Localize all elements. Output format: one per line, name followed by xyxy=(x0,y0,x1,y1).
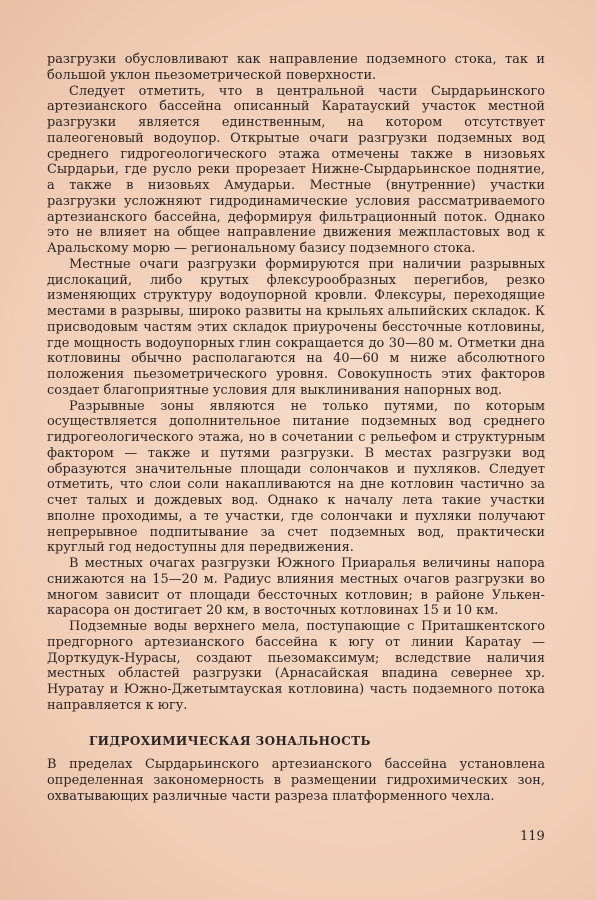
paragraph: Местные очаги разгрузки формируются при наличии разрывных дислокаций, либо крутых флексурообразных перегибов, резко изменяющих структуру водоупорной кровли. Флексуры, переходящие местами в разрывы, широко развиты на крыльях альпийских складок. К присводовым частям этих складок приурочены бессточные котловины, где мощность водоупорных глин сокращается до 30—80 м. Отметки дна котловины обычно располагаются на 40—60 м ниже абсолютного положения пьезометрического уровня. Совокупность этих факторов создает благоприятные условия для выклинивания напорных вод. xyxy=(47,256,545,398)
paragraph: В пределах Сырдарьинского артезианского бассейна установлена определенная закономерность в размещении гидрохимических зон, охватывающих различные части разреза платформенного чехла. xyxy=(47,757,545,804)
section-heading: ГИДРОХИМИЧЕСКАЯ ЗОНАЛЬНОСТЬ xyxy=(89,733,371,748)
page-number: 119 xyxy=(520,829,545,844)
paragraph: Разрывные зоны являются не только путями, по которым осуществляется дополнительное питание подземных вод среднего гидрогеологического этажа, но в сочетании с рельефом и структурным фактором — также и путями разгрузки. В местах разгрузки вод образуются значительные площади солончаков и пухляков. Следует отметить, что слои соли накапливаются на дне котловин частично за счет талых и дождевых вод. Однако к началу лета такие участки вполне проходимы, а те участки, где солончаки и пухляки получают непрерывное подпитывание за счет подземных вод, практически круглый год недоступны для передвижения. xyxy=(47,398,545,556)
paragraph: Следует отметить, что в центральной части Сырдарьинского артезианского бассейна описанный Каратауский участок местной разгрузки является единственным, на котором отсутствует палеогеновый водоупор. Открытые очаги разгрузки подземных вод среднего гидрогеологического этажа отмечены также в низовьях Сырдарьи, где русло реки прорезает Нижне-Сырдарьинское поднятие, а также в низовьях Амударьи. Местные (внутренние) участки разгрузки усложняют гидродинамические условия рассматриваемого артезианского бассейна, деформируя фильтрационный поток. Однако это не влияет на общее направление движения межпластовых вод к Аральскому морю — региональному базису подземного стока. xyxy=(47,83,545,256)
paragraph-continuation: разгрузки обусловливают как направление подземного стока, так и большой уклон пьезометрической поверхности. xyxy=(47,52,545,83)
paragraph: В местных очагах разгрузки Южного Приаралья величины напора снижаются на 15—20 м. Радиус влияния местных очагов разгрузки во многом зависит от площади бессточных котловин; в районе Улькен-карасора он достигает 20 км, в восточных котловинах 15 и 10 км. xyxy=(47,556,545,619)
text-column xyxy=(47,52,545,805)
paragraph: Подземные воды верхнего мела, поступающие с Приташкентского предгорного артезианского бассейна к югу от линии Каратау — Дорткудук-Нурасы, создают пьезомаксимум; вследствие наличия местных областей разгрузки (Арнасайская впадина севернее хр. Нуратау и Южно-Джетымтауская котловина) часть подземного потока направляется к югу. xyxy=(47,619,545,713)
